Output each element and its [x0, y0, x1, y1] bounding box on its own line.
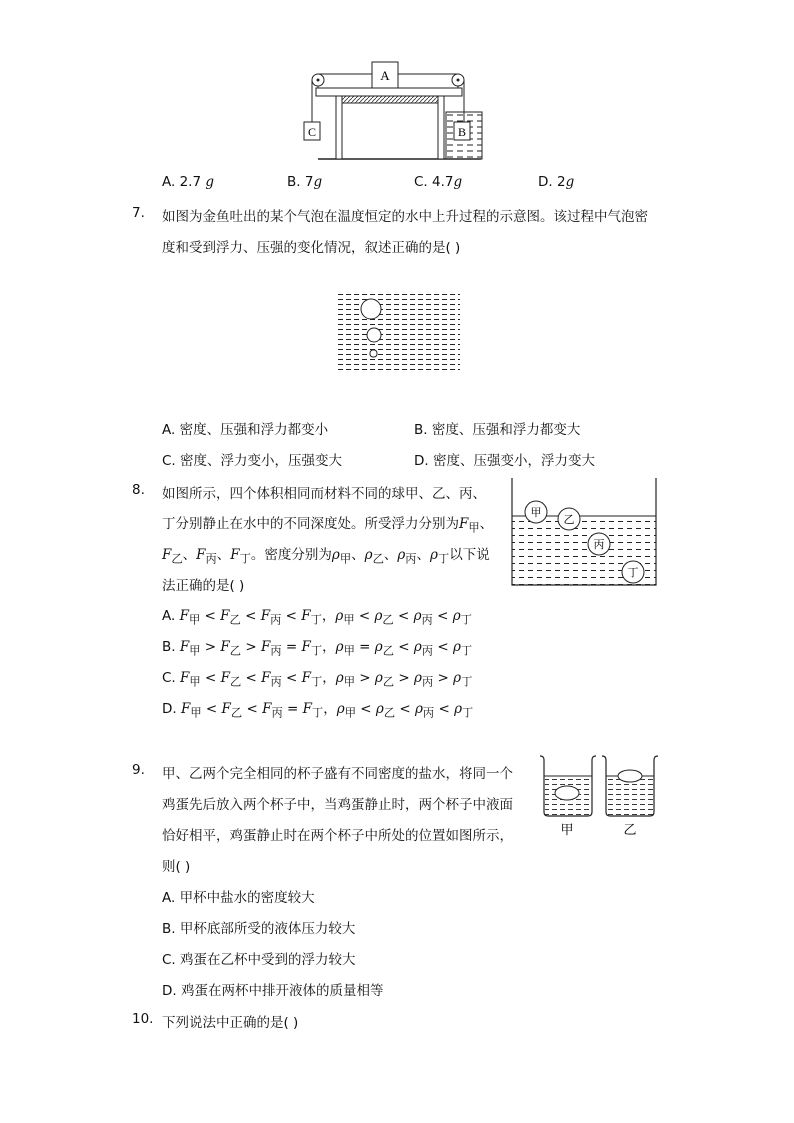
q9-stem-line3: 恰好相平，鸡蛋静止时在两个杯子中所处的位置如图所示，	[162, 828, 513, 844]
q9-stem-line2: 鸡蛋先后放入两个杯子中，当鸡蛋静止时，两个杯子中液面	[162, 797, 513, 813]
q8-stem-line1: 如图所示，四个体积相同而材料不同的球甲、乙、丙、	[162, 486, 486, 502]
q7-option-c[interactable]: C. 密度、浮力变小，压强变大	[162, 453, 343, 469]
cup-jia-label: 甲	[560, 823, 574, 838]
q8-stem-line3: $F_乙$、$F_丙$、$F_丁$。密度分别为$\rho_甲$、$\rho_乙$、$\rho_丙$、$\rho_丁$以下说	[162, 547, 490, 566]
q8-option-b[interactable]: B. $F_甲 > F_乙 > F_丙 = F_丁$，$\rho_甲 = \rho_乙 < \rho_丙 < \rho_丁$	[162, 639, 473, 658]
q9-stem-line4: 则( )	[162, 859, 191, 875]
q9-option-c[interactable]: C. 鸡蛋在乙杯中受到的浮力较大	[162, 952, 356, 968]
ball-bing-label: 丙	[593, 538, 605, 551]
q9-number: 9.	[132, 762, 145, 778]
q7-option-a[interactable]: A. 密度、压强和浮力都变小	[162, 422, 329, 438]
q7-option-b[interactable]: B. 密度、压强和浮力都变大	[414, 422, 581, 438]
q6-option-d[interactable]: D. 2g	[538, 174, 575, 190]
q8-option-a[interactable]: A. $F_甲 < F_乙 < F_丙 < F_丁$，$\rho_甲 < \rho_乙 < \rho_丙 < \rho_丁$	[162, 608, 472, 627]
q8-balls-figure	[509, 476, 659, 588]
ball-jia-label: 甲	[530, 506, 542, 519]
q6-option-c[interactable]: C. 4.7g	[414, 174, 463, 190]
q7-option-d[interactable]: D. 密度、压强变小，浮力变大	[414, 453, 595, 469]
q10-number: 10.	[132, 1011, 154, 1027]
q7-number: 7.	[132, 205, 145, 221]
q8-number: 8.	[132, 482, 145, 498]
q9-option-b[interactable]: B. 甲杯底部所受的液体压力较大	[162, 921, 356, 937]
q8-stem-line4: 法正确的是( )	[162, 578, 245, 594]
block-a-label: A	[380, 68, 390, 83]
q9-stem-line1: 甲、乙两个完全相同的杯子盛有不同密度的盐水，将同一个	[162, 766, 513, 782]
q9-option-a[interactable]: A. 甲杯中盐水的密度较大	[162, 890, 315, 906]
q8-stem-line2: 丁分别静止在水中的不同深度处。所受浮力分别为$F_甲$、	[162, 516, 494, 535]
q8-option-d[interactable]: D. $F_甲 < F_乙 < F_丙 = F_丁$，$\rho_甲 < \rho_乙 < \rho_丙 < \rho_丁$	[162, 701, 474, 720]
q7-stem-line2: 度和受到浮力、压强的变化情况，叙述正确的是( )	[162, 240, 461, 256]
q9-cups-figure	[536, 752, 664, 842]
q6-table-pulley-figure	[296, 58, 496, 164]
q6-option-a[interactable]: A. 2.7 g	[162, 174, 215, 190]
q6-option-b[interactable]: B. 7g	[287, 174, 323, 190]
q10-stem: 下列说法中正确的是( )	[162, 1015, 299, 1031]
q7-stem-line1: 如图为金鱼吐出的某个气泡在温度恒定的水中上升过程的示意图。该过程中气泡密	[162, 209, 648, 225]
block-c-label: C	[307, 125, 317, 139]
q8-option-c[interactable]: C. $F_甲 < F_乙 < F_丙 < F_丁$，$\rho_甲 > \rho_乙 > \rho_丙 > \rho_丁$	[162, 670, 473, 689]
block-b-label: B	[457, 125, 467, 139]
ball-yi-label: 乙	[563, 513, 575, 526]
cup-yi-label: 乙	[623, 823, 637, 838]
ball-ding-label: 丁	[627, 566, 639, 579]
q9-option-d[interactable]: D. 鸡蛋在两杯中排开液体的质量相等	[162, 983, 384, 999]
q7-bubbles-figure	[338, 292, 460, 372]
